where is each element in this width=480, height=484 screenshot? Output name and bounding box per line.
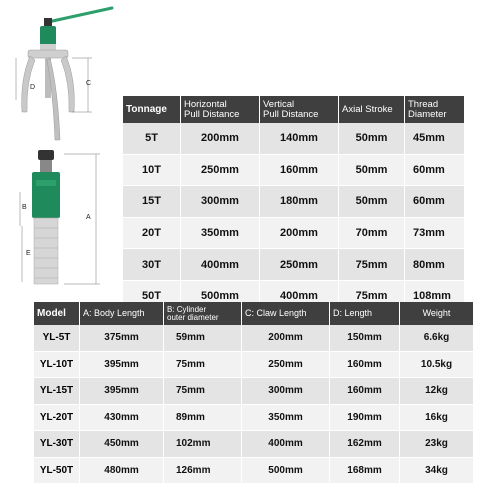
header-axial-stroke: Axial Stroke [339, 96, 405, 123]
cell-body-length: 395mm [80, 378, 164, 405]
table-row [34, 325, 474, 352]
header-cylinder-diameter: B: Cylinder outer diameter [164, 302, 242, 325]
cell-tonnage: 50T [123, 281, 181, 313]
cell-thread: 45mm [405, 123, 465, 155]
cell-cylinder-diameter: 75mm [164, 352, 242, 379]
table-row [34, 431, 474, 458]
table-row [34, 378, 474, 405]
dim-label-c: C [86, 80, 91, 87]
cell-claw-length: 300mm [242, 378, 330, 405]
dim-label-a: A [86, 214, 91, 221]
header-length: D: Length [330, 302, 400, 325]
table-row [123, 218, 465, 250]
table-header-row [34, 302, 474, 325]
cell-cylinder-diameter: 102mm [164, 431, 242, 458]
cell-length: 190mm [330, 405, 400, 432]
cell-length: 162mm [330, 431, 400, 458]
header-body-length: A: Body Length [80, 302, 164, 325]
cell-axial: 75mm [339, 281, 405, 313]
cell-horizontal: 250mm [181, 155, 260, 187]
tonnage-spec-table [123, 96, 465, 313]
table-row [123, 249, 465, 281]
cell-weight: 12kg [400, 378, 474, 405]
table-row [34, 458, 474, 484]
cell-axial: 70mm [339, 218, 405, 250]
cell-weight: 10.5kg [400, 352, 474, 379]
cell-horizontal: 500mm [181, 281, 260, 313]
cell-vertical: 180mm [260, 186, 339, 218]
table-row [123, 123, 465, 155]
cell-cylinder-diameter: 89mm [164, 405, 242, 432]
cell-vertical: 160mm [260, 155, 339, 187]
cell-cylinder-diameter: 59mm [164, 325, 242, 352]
puller-top-view [16, 8, 112, 140]
cell-model: YL-15T [34, 378, 80, 405]
cell-weight: 6.6kg [400, 325, 474, 352]
table-row [34, 405, 474, 432]
cell-tonnage: 30T [123, 249, 181, 281]
cell-weight: 34kg [400, 458, 474, 484]
cell-horizontal: 350mm [181, 218, 260, 250]
cell-vertical: 200mm [260, 218, 339, 250]
cell-vertical: 250mm [260, 249, 339, 281]
cell-model: YL-20T [34, 405, 80, 432]
cell-body-length: 480mm [80, 458, 164, 484]
cell-axial: 75mm [339, 249, 405, 281]
header-model: Model [34, 302, 80, 325]
cell-tonnage: 10T [123, 155, 181, 187]
cell-axial: 50mm [339, 123, 405, 155]
cell-model: YL-5T [34, 325, 80, 352]
cell-vertical: 140mm [260, 123, 339, 155]
dim-label-b: B [22, 204, 27, 211]
cell-cylinder-diameter: 126mm [164, 458, 242, 484]
table-row [123, 186, 465, 218]
header-tonnage: Tonnage [123, 96, 181, 123]
cell-claw-length: 200mm [242, 325, 330, 352]
cell-claw-length: 400mm [242, 431, 330, 458]
cell-vertical: 400mm [260, 281, 339, 313]
cell-axial: 50mm [339, 155, 405, 187]
cell-axial: 50mm [339, 186, 405, 218]
cell-tonnage: 20T [123, 218, 181, 250]
cell-weight: 16kg [400, 405, 474, 432]
cell-cylinder-diameter: 75mm [164, 378, 242, 405]
cell-body-length: 430mm [80, 405, 164, 432]
cell-thread: 60mm [405, 186, 465, 218]
table-header-row [123, 96, 465, 123]
header-vertical-pull: Vertical Pull Distance [260, 96, 339, 123]
cell-thread: 108mm [405, 281, 465, 313]
cell-tonnage: 5T [123, 123, 181, 155]
cell-thread: 73mm [405, 218, 465, 250]
table-row [123, 155, 465, 187]
cell-model: YL-10T [34, 352, 80, 379]
header-weight: Weight [400, 302, 474, 325]
dim-label-e: E [26, 250, 31, 257]
header-thread-diameter: Thread Diameter [405, 96, 465, 123]
cell-model: YL-50T [34, 458, 80, 484]
dim-label-d: D [30, 84, 35, 91]
table-row [34, 352, 474, 379]
cell-tonnage: 15T [123, 186, 181, 218]
cell-claw-length: 500mm [242, 458, 330, 484]
cell-length: 168mm [330, 458, 400, 484]
puller-illustration [0, 0, 120, 300]
cell-horizontal: 200mm [181, 123, 260, 155]
cell-thread: 80mm [405, 249, 465, 281]
cell-length: 160mm [330, 378, 400, 405]
cell-claw-length: 250mm [242, 352, 330, 379]
cell-weight: 23kg [400, 431, 474, 458]
cell-claw-length: 350mm [242, 405, 330, 432]
cell-horizontal: 400mm [181, 249, 260, 281]
cell-body-length: 450mm [80, 431, 164, 458]
header-claw-length: C: Claw Length [242, 302, 330, 325]
header-horizontal-pull: Horizontal Pull Distance [181, 96, 260, 123]
model-dimension-table [34, 302, 474, 484]
cell-model: YL-30T [34, 431, 80, 458]
cell-length: 150mm [330, 325, 400, 352]
cell-length: 160mm [330, 352, 400, 379]
cell-horizontal: 300mm [181, 186, 260, 218]
cell-body-length: 375mm [80, 325, 164, 352]
cell-thread: 60mm [405, 155, 465, 187]
cell-body-length: 395mm [80, 352, 164, 379]
